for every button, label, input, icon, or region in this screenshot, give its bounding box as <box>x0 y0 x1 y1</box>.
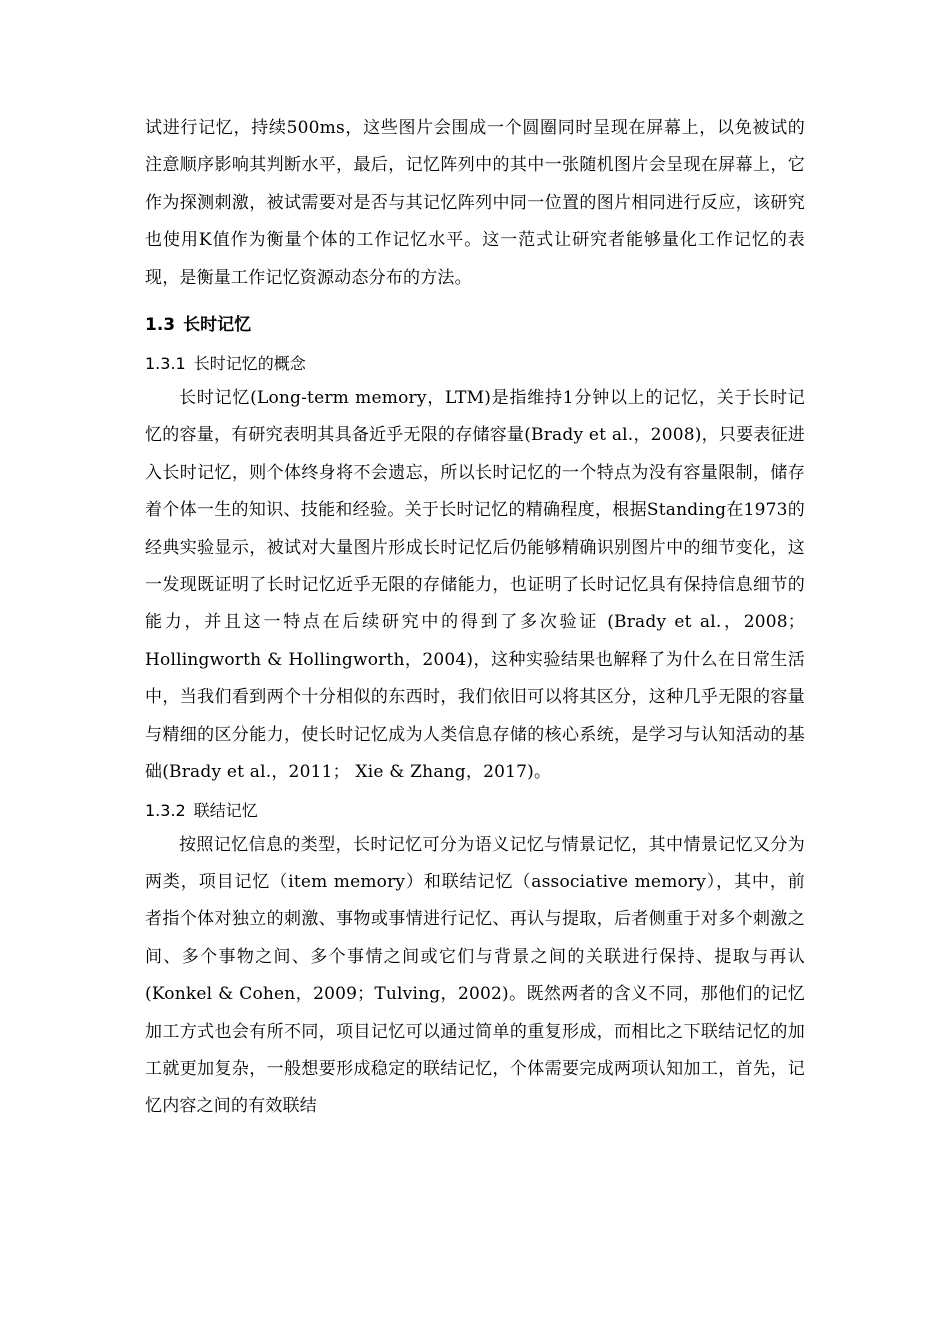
subsection-number: 1.3.2 <box>145 800 186 820</box>
section-title: 长时记忆 <box>183 315 252 336</box>
subsection-heading-1-3-1 <box>145 353 805 375</box>
section-heading-1-3 <box>145 314 805 336</box>
document-page <box>145 110 805 1126</box>
subsection-heading-1-3-2 <box>145 800 805 822</box>
ltm-concept-paragraph: 长时记忆(Long-term memory，LTM)是指维持1分钟以上的记忆，关于长时记忆的容量，有研究表明其具备近乎无限的存储容量(Brady et al.，2008)，只要表征进入长时记忆，则个体终身将不会遗忘，所以长时记忆的一个特点为没有容量限制，储存着个体一生的知识、技能和经验。关于长时记忆的精确程度，根据Standing在1973的经典实验显示，被试对大量图片形成长时记忆后仍能够精确识别图片中的细节变化，这一发现既证明了长时记忆近乎无限的存储能力，也证明了长时记忆具有保持信息细节的能力，并且这一特点在后续研究中的得到了多次验证 (Brady et al.，2008；Hollingworth & Hollingworth，2004)，这种实验结果也解释了为什么在日常生活中，当我们看到两个十分相似的东西时，我们依旧可以将其区分，这种几乎无限的容量与精细的区分能力，使长时记忆成为人类信息存储的核心系统，是学习与认知活动的基础(Brady et al.，2011； Xie & Zhang，2017)。 <box>145 388 805 783</box>
subsection-number: 1.3.1 <box>145 354 186 374</box>
associative-memory-paragraph: 按照记忆信息的类型，长时记忆可分为语义记忆与情景记忆，其中情景记忆又分为两类，项目记忆（item memory）和联结记忆（associative memory），其中，前者指个体对独立的刺激、事物或事情进行记忆、再认与提取，后者侧重于对多个刺激之间、多个事物之间、多个事情之间或它们与背景之间的关联进行保持、提取与再认(Konkel & Cohen，2009；Tulving，2002)。既然两者的含义不同，那他们的记忆加工方式也会有所不同，项目记忆可以通过简单的重复形成，而相比之下联结记忆的加工就更加复杂，一般想要形成稳定的联结记忆，个体需要完成两项认知加工，首先，记忆内容之间的有效联结 <box>145 834 805 1117</box>
subsection-title: 联结记忆 <box>193 800 258 820</box>
section-number: 1.3 <box>145 315 176 336</box>
subsection-title: 长时记忆的概念 <box>193 354 306 374</box>
intro-paragraph: 试进行记忆，持续500ms，这些图片会围成一个圆圈同时呈现在屏幕上，以免被试的注意顺序影响其判断水平，最后，记忆阵列中的其中一张随机图片会呈现在屏幕上，它作为探测刺激，被试需要对是否与其记忆阵列中同一位置的图片相同进行反应，该研究也使用K值作为衡量个体的工作记忆水平。这一范式让研究者能够量化工作记忆的表现，是衡量工作记忆资源动态分布的方法。 <box>145 118 805 288</box>
